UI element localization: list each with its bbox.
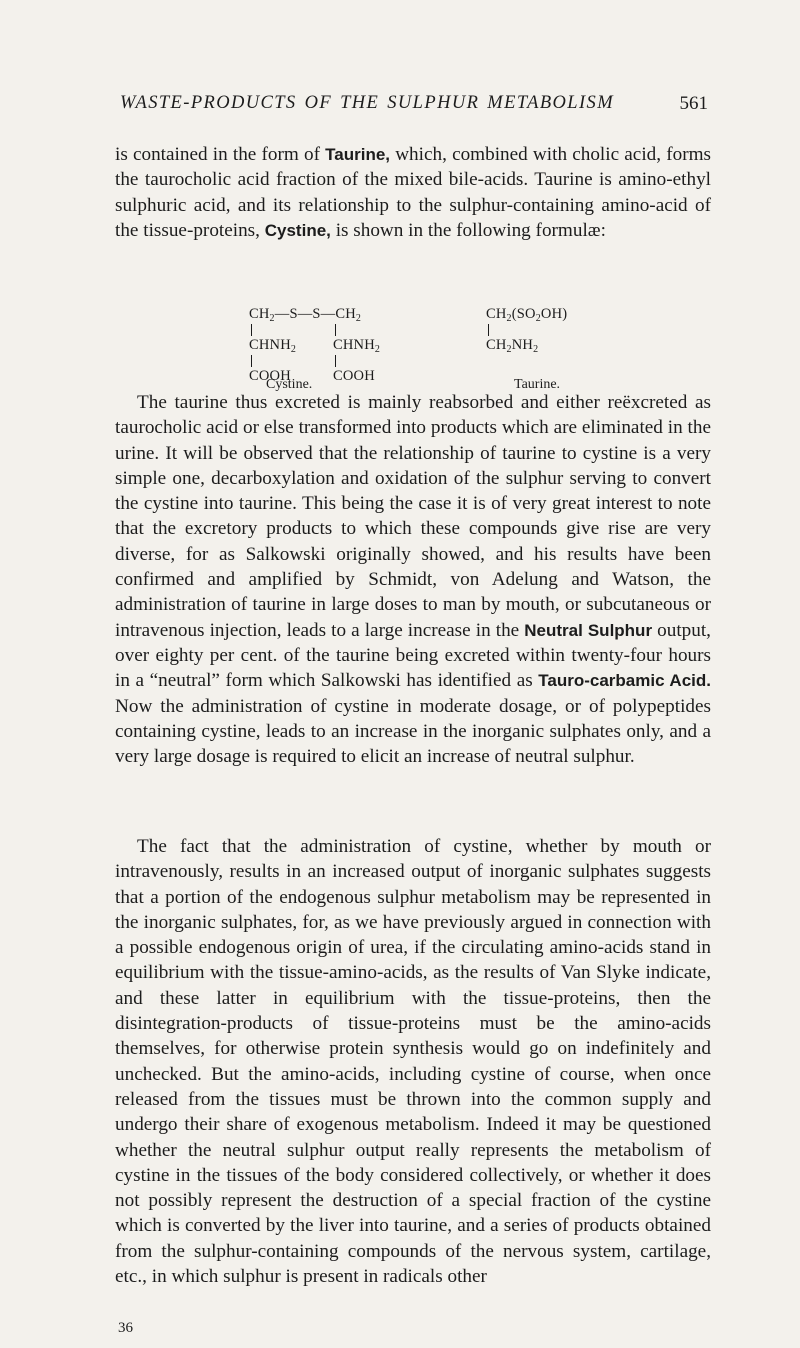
taurine-mid-row: $CH_2NH_2$: [486, 337, 539, 355]
bond-line: [251, 355, 252, 367]
signature-mark: 36: [118, 1320, 133, 1336]
bond-line: [488, 324, 489, 336]
cystine-top-row: $CH_2—S—S—CH_2$: [249, 306, 362, 324]
cystine-mid-right: $CHNH_2$: [333, 337, 381, 355]
text-run: is contained in the form of: [115, 144, 326, 165]
cystine-bottom-right: COOH: [333, 368, 375, 384]
running-title: WASTE-PRODUCTS OF THE SULPHUR METABOLISM: [120, 93, 615, 113]
term-cystine: Cystine,: [264, 220, 331, 240]
text-run: The taurine thus excreted is mainly reabsorbed and either reëxcreted as taurocholic acid or else transformed into products which are eliminated in the urine. It will be observed that the relationship of taurine to cystine is a very simple one, decarboxylation and oxidation of the sulphur serving to convert the cystine into taurine. This being the case it is of very great interest to note that the excretory products to which these compounds give rise are very diverse, for as Salkowski originally showed, and his results have been confirmed and amplified by Schmidt, von Adelung and Watson, the administration of taurine in large doses to man by mouth, or subcutaneous or intravenous injection, leads to a large increase in the: [115, 392, 711, 641]
paragraph-3: The fact that the administration of cystine, whether by mouth or intravenously, results in an increased output of inorganic sulphates suggests that a portion of the endogenous sulphur metabolism may be represented in the inorganic sulphates, for, as we have previously argued in connection with a possible endogenous origin of urea, if the circulating amino-acids stand in equilibrium with the tissue-amino-acids, as the results of Van Slyke indicate, and these latter in equilibrium with the tissue-proteins, then the disintegration-products of tissue-proteins must be the amino-acids themselves, for otherwise protein synthesis would go on indefinitely and unchecked. But the amino-acids, including cystine of course, when once released from the tissues must be thrown into the common supply and undergo their share of exogenous metabolism. Indeed it may be questioned whether the neutral sulphur output really represents the metabolism of cystine in the tissues of the body considered collectively, or whether it does not possibly represent the destruction of a special fraction of the cystine which is converted by the liver into taurine, and a series of products obtained from the sulphur-containing compounds of the nervous system, cartilage, etc., in which sulphur is present in radicals other: [115, 836, 711, 1288]
text-run: output, over eighty per cent. of the taurine being excreted within twenty-four hours in a “neutral” form which Salkowski has identified as: [115, 619, 711, 692]
term-neutral-sulphur: Neutral Sulphur: [524, 620, 653, 640]
term-taurine: Taurine,: [325, 145, 391, 164]
bond-line: [335, 324, 336, 336]
paragraph-1: [115, 142, 711, 243]
cystine-bottom-left: COOH: [249, 368, 291, 384]
text-run: which, combined with cholic acid, forms the taurocholic acid fraction of the mixed bile-acids. Taurine is amino-ethyl sulphuric acid, and its relationship to the sulphur-containing amino-acid of the tissue-proteins,: [115, 144, 711, 241]
cystine-caption: Cystine.: [266, 377, 313, 392]
paragraph-2: [115, 390, 711, 769]
cystine-mid-left: $CHNH_2$: [249, 337, 297, 355]
taurine-caption: Taurine.: [514, 377, 561, 392]
term-tauro-carbamic-acid: Tauro-carbamic Acid.: [538, 671, 711, 691]
text-run: is shown in the following formulæ:: [330, 219, 606, 241]
taurine-formula: [486, 306, 636, 356]
cystine-formula: [249, 306, 429, 386]
bond-line: [251, 324, 252, 336]
bond-line: [335, 355, 336, 367]
taurine-top-row: $CH_2(SO_2OH)$: [486, 306, 568, 324]
page-number: 561: [679, 93, 708, 114]
text-run: Now the administration of cystine in moderate dosage, or of polypeptides containing cystine, leads to an increase in the inorganic sulphates only, and a very large dosage is required to elicit an increase of neutral sulphur.: [115, 695, 711, 768]
running-header: [120, 93, 708, 119]
